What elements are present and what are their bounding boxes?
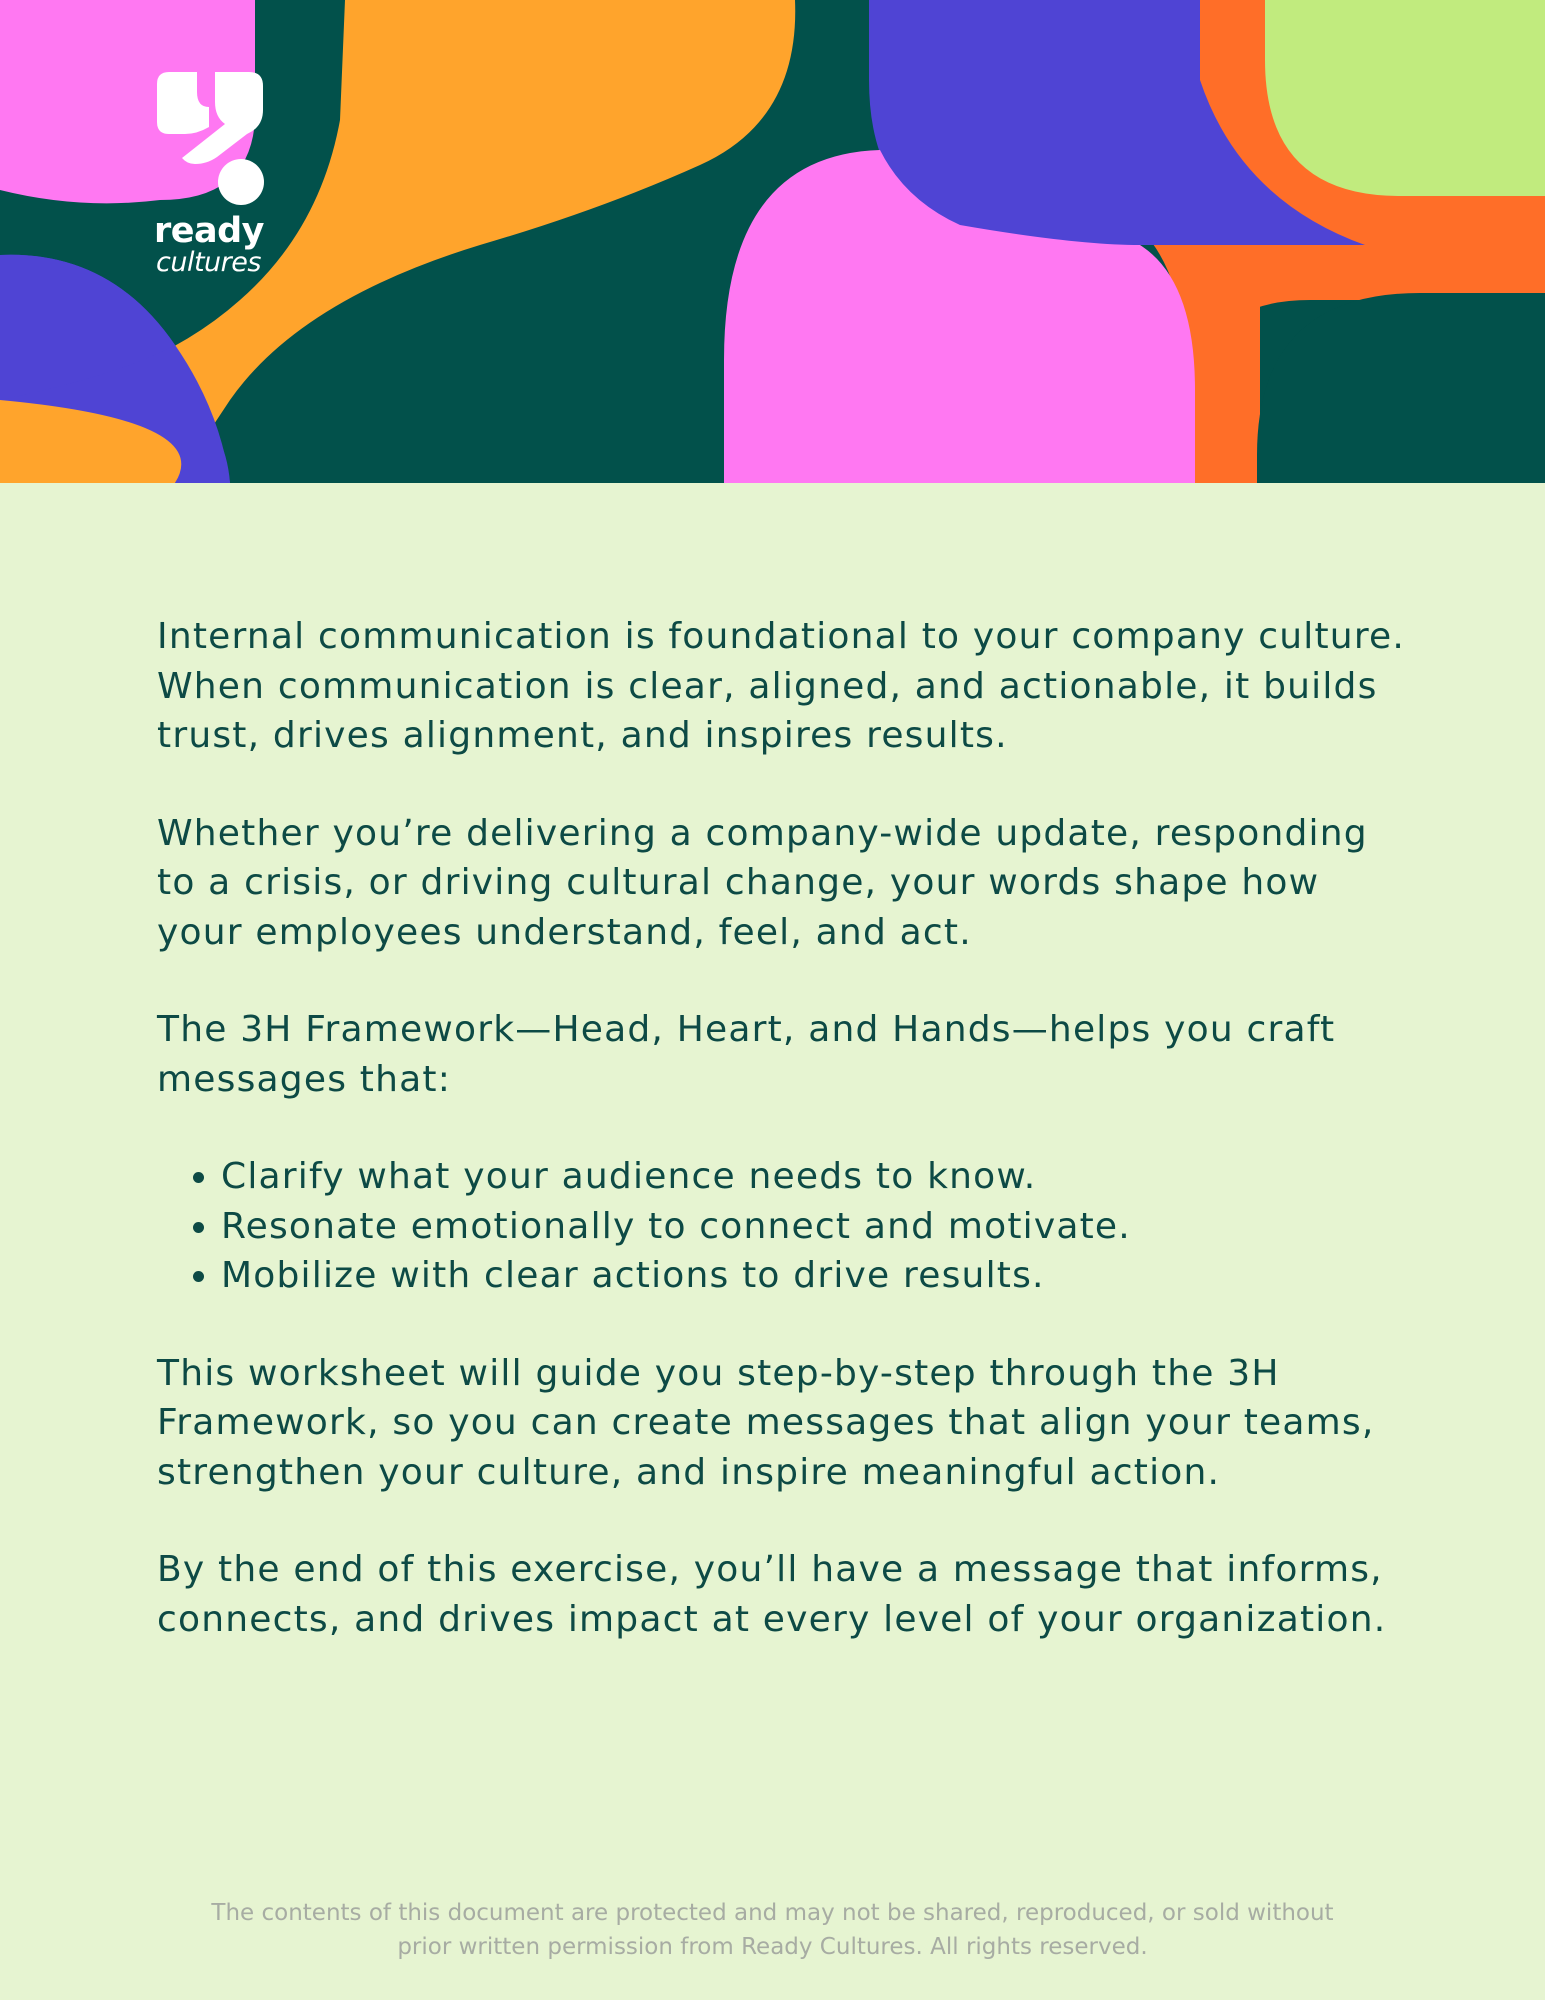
logo-wordmark: ready — [154, 211, 264, 251]
footer-line-2: prior written permission from Ready Cultures. All rights reserved. — [397, 1934, 1148, 1960]
bullet-item-clarify: • Clarify what your audience needs to know. — [221, 1152, 1407, 1202]
logo-mark-icon — [157, 72, 267, 207]
copyright-footer — [0, 1896, 1545, 1964]
logo-subword: cultures — [156, 247, 261, 278]
intro-paragraph-3: The 3H Framework—Head, Heart, and Hands—helps you craft messages that: — [157, 1009, 1336, 1100]
lime-shape — [1265, 0, 1545, 196]
intro-paragraph-2: Whether you’re delivering a company-wide update, responding to a crisis, or driving cultural change, your words shape how your employees understand, feel, and act. — [157, 812, 1368, 953]
bullet-item-resonate: • Resonate emotionally to connect and motivate. — [221, 1202, 1407, 1252]
ready-cultures-logo — [154, 72, 274, 287]
intro-paragraph-4: This worksheet will guide you step-by-step through the 3H Framework, so you can create messages that align your teams, strengthen your culture, and inspire meaningful action. — [157, 1352, 1375, 1493]
bullet-item-mobilize: • Mobilize with clear actions to drive results. — [221, 1251, 1407, 1301]
framework-bullet-list — [157, 1152, 1407, 1301]
intro-content — [157, 612, 1407, 1692]
header-banner — [0, 0, 1545, 483]
intro-paragraph-5: By the end of this exercise, you’ll have a message that informs, connects, and drives impact at every level of your organization. — [157, 1549, 1387, 1640]
intro-paragraph-1: Internal communication is foundational to your company culture. When communication is clear, aligned, and actionable, it builds trust, drives alignment, and inspires results. — [157, 616, 1406, 756]
footer-line-1: The contents of this document are protected and may not be shared, reproduced, or sold without — [211, 1900, 1334, 1926]
